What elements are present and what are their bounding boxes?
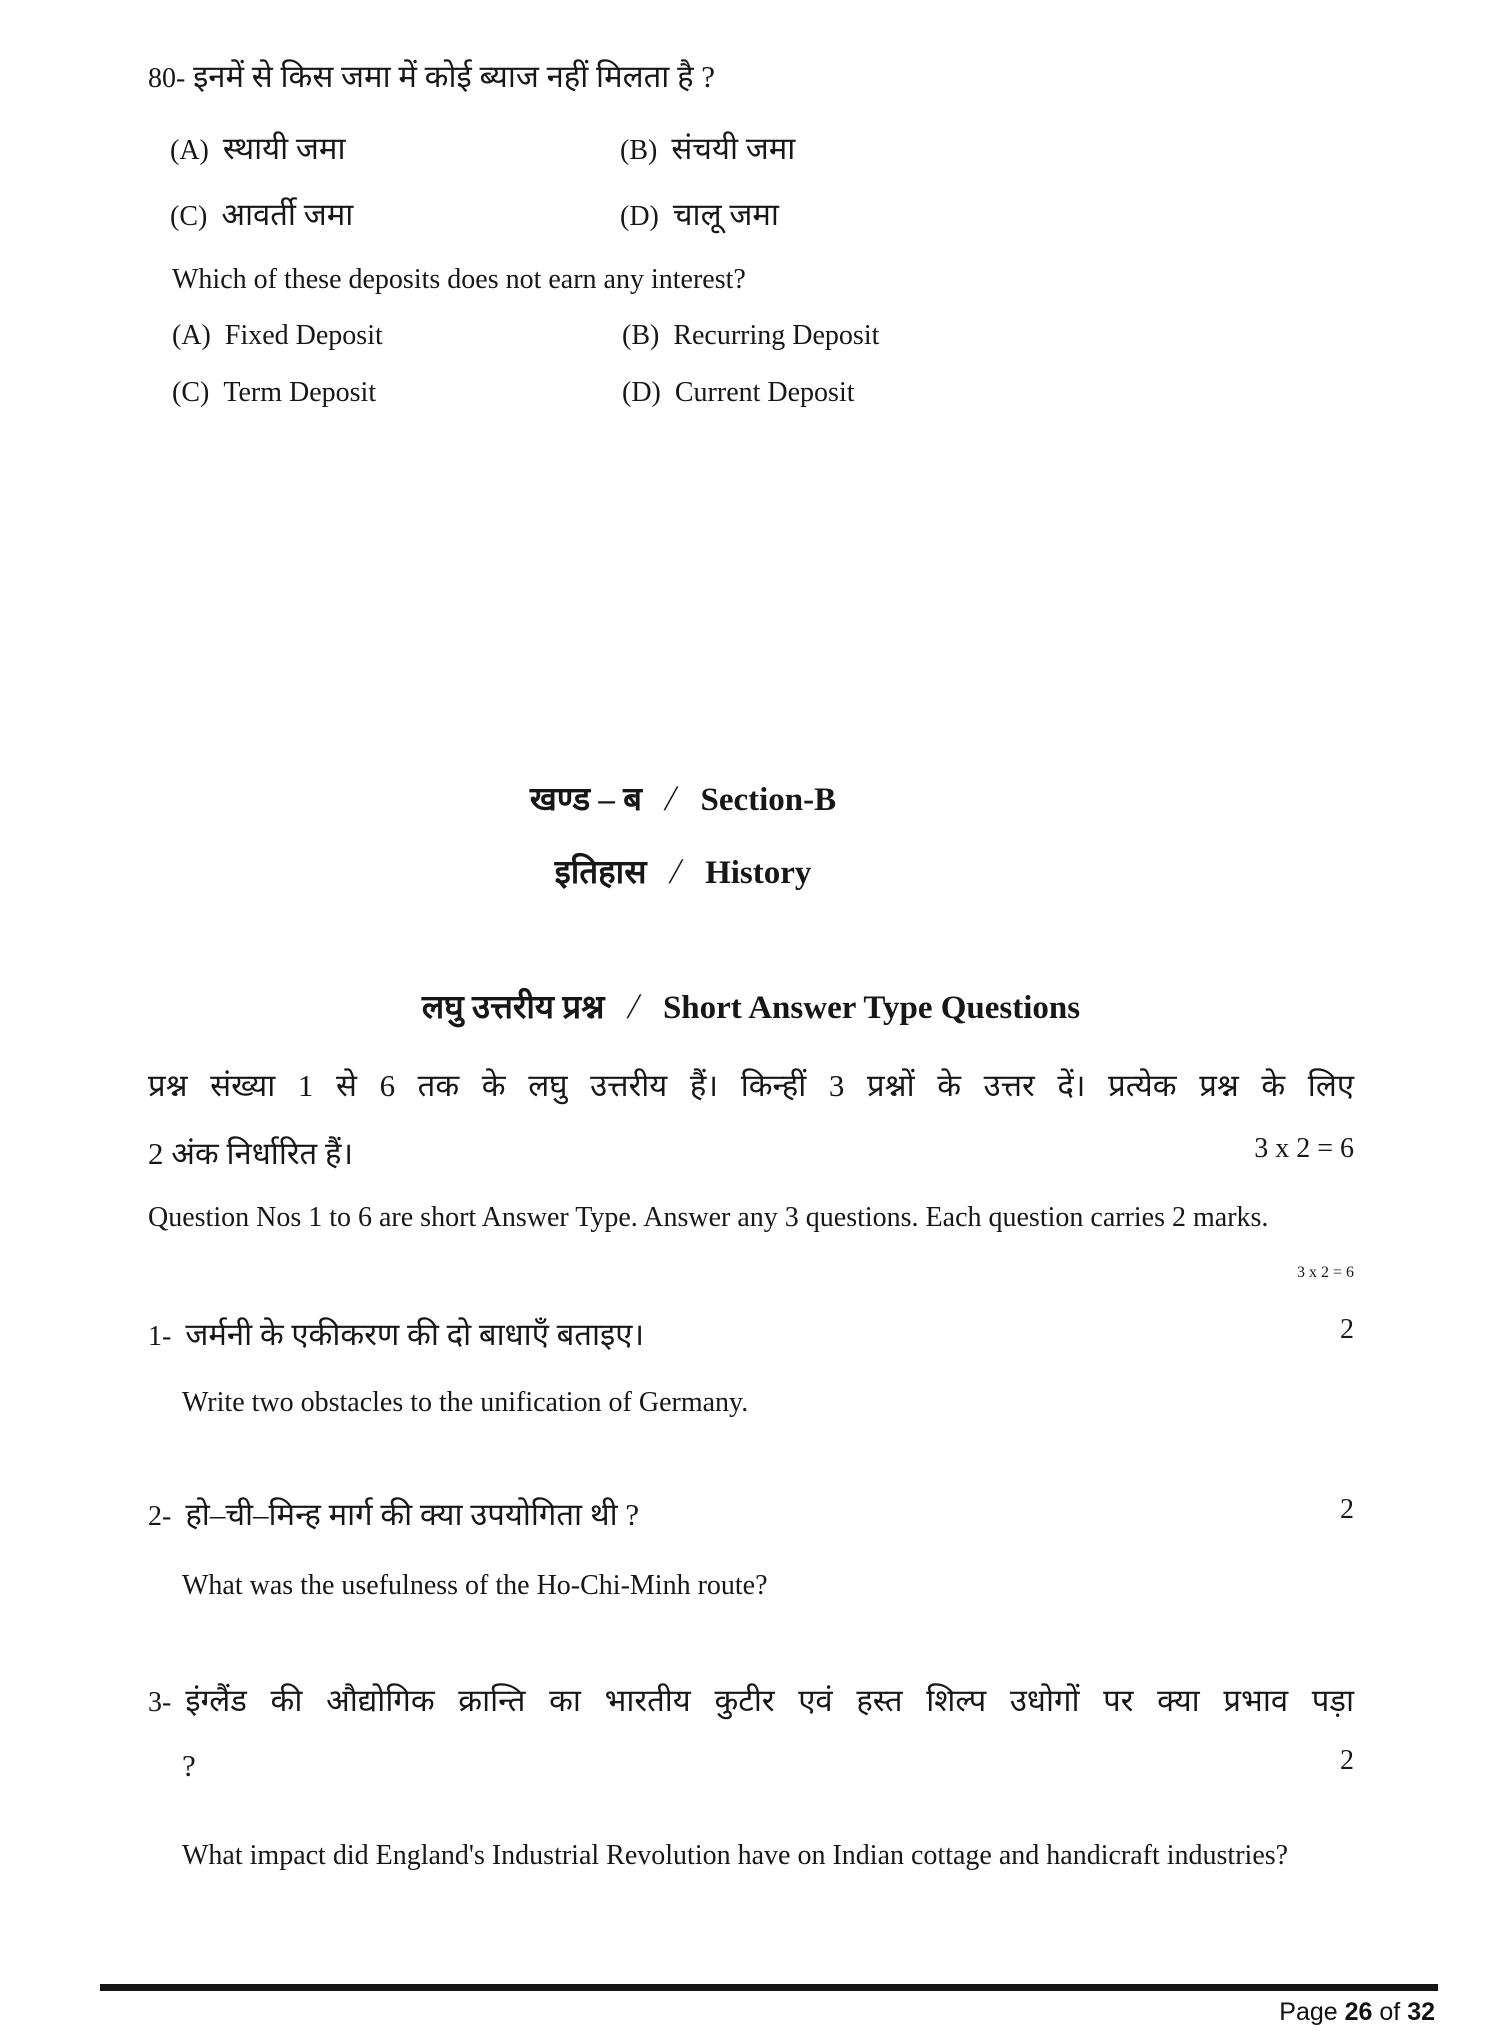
section-b-hindi: खण्ड – ब <box>529 782 642 818</box>
option-text: Recurring Deposit <box>673 320 880 351</box>
option-text: चालू जमा <box>672 197 779 232</box>
instructions-hindi-line1: प्रश्न संख्या 1 से 6 तक के लघु उत्तरीय हैं। किन्हीं 3 प्रश्नों के उत्तर दें। प्रत्येक प्रश्न के लिए <box>148 1068 1354 1103</box>
instructions-hindi-line2-row <box>148 1133 1354 1175</box>
q80-option-hindi-a <box>170 128 345 170</box>
option-label: (A) <box>172 320 211 351</box>
option-label: (D) <box>620 201 659 232</box>
slash-separator: / <box>666 851 686 891</box>
option-label: (C) <box>172 377 210 408</box>
subject-hindi: इतिहास <box>554 855 647 891</box>
option-label: (C) <box>170 201 208 232</box>
option-text: Term Deposit <box>223 377 377 408</box>
page-label: Page <box>1279 1998 1338 2026</box>
option-text: Fixed Deposit <box>224 320 383 351</box>
option-text: स्थायी जमा <box>222 131 346 166</box>
section-b-heading <box>148 775 1218 820</box>
q80-option-english-c <box>172 375 376 411</box>
instructions-english: Question Nos 1 to 6 are short Answer Type. Answer any 3 questions. Each question carries 2 marks. <box>148 1202 1269 1233</box>
page-total: 32 <box>1407 1998 1435 2026</box>
question-2-row <box>148 1494 1354 1536</box>
question-3-english: What impact did England's Industrial Revolution have on Indian cottage and handicraft industries? <box>182 1840 1289 1871</box>
section-b-english: Section-B <box>700 782 837 818</box>
question-1-row <box>148 1314 1354 1356</box>
option-text: आवर्ती जमा <box>221 197 354 232</box>
option-text: संचयी जमा <box>671 131 796 166</box>
question-1-hindi <box>148 1314 644 1356</box>
short-answer-hindi: लघु उत्तरीय प्रश्न <box>421 990 605 1026</box>
q80-number: 80- <box>148 63 186 94</box>
question-2-marks: 2 <box>1340 1494 1354 1525</box>
question-number: 2- <box>148 1501 172 1532</box>
q80-hindi-question <box>148 56 715 98</box>
question-3-hindi-line1 <box>148 1680 1354 1722</box>
q80-option-english-a <box>172 318 383 354</box>
q80-option-hindi-b <box>620 128 795 170</box>
slash-separator: / <box>624 986 643 1026</box>
footer-divider <box>100 1984 1438 1991</box>
option-label: (A) <box>170 135 209 166</box>
question-text: हो–ची–मिन्ह मार्ग की क्या उपयोगिता थी ? <box>185 1497 640 1532</box>
question-3-hindi-line2-row <box>148 1745 1354 1787</box>
instructions-hindi-line2: 2 अंक निर्धारित हैं। <box>148 1136 354 1171</box>
marks-formula: 3 x 2 = 6 <box>1296 1264 1354 1281</box>
option-text: Current Deposit <box>674 377 855 408</box>
question-3-marks: 2 <box>1340 1745 1354 1776</box>
subject-english: History <box>705 855 812 891</box>
short-answer-heading <box>148 983 1354 1028</box>
q80-option-hindi-c <box>170 194 353 236</box>
slash-separator: / <box>661 778 681 818</box>
option-label: (B) <box>622 320 660 351</box>
option-label: (B) <box>620 135 658 166</box>
q80-hindi-text: इनमें से किस जमा में कोई ब्याज नहीं मिलता है ? <box>193 59 716 94</box>
question-text: जर्मनी के एकीकरण की दो बाधाएँ बताइए। <box>185 1317 645 1352</box>
q80-english-question: Which of these deposits does not earn any interest? <box>172 264 746 295</box>
q80-option-hindi-d <box>620 194 779 236</box>
question-3-hindi-line2: ? <box>182 1748 196 1783</box>
page-of-label: of <box>1379 1998 1401 2026</box>
question-text: इंग्लैंड की औद्योगिक क्रान्ति का भारतीय कुटीर एवं हस्त शिल्प उधोगों पर क्या प्रभाव पड़ा <box>185 1683 1354 1718</box>
question-number: 1- <box>148 1321 172 1352</box>
page-current: 26 <box>1344 1998 1373 2026</box>
question-2-hindi <box>148 1494 639 1536</box>
question-2-english: What was the usefulness of the Ho-Chi-Minh route? <box>182 1570 768 1601</box>
short-answer-english: Short Answer Type Questions <box>662 990 1081 1026</box>
subject-heading <box>148 848 1218 893</box>
option-label: (D) <box>622 377 661 408</box>
page-number <box>1279 1998 1435 2027</box>
question-1-marks: 2 <box>1340 1314 1354 1345</box>
marks-formula: 3 x 2 = 6 <box>1254 1133 1354 1164</box>
question-1-english: Write two obstacles to the unification of Germany. <box>182 1387 749 1418</box>
question-number: 3- <box>148 1687 172 1718</box>
q80-option-english-b <box>622 318 879 354</box>
q80-option-english-d <box>622 375 855 411</box>
